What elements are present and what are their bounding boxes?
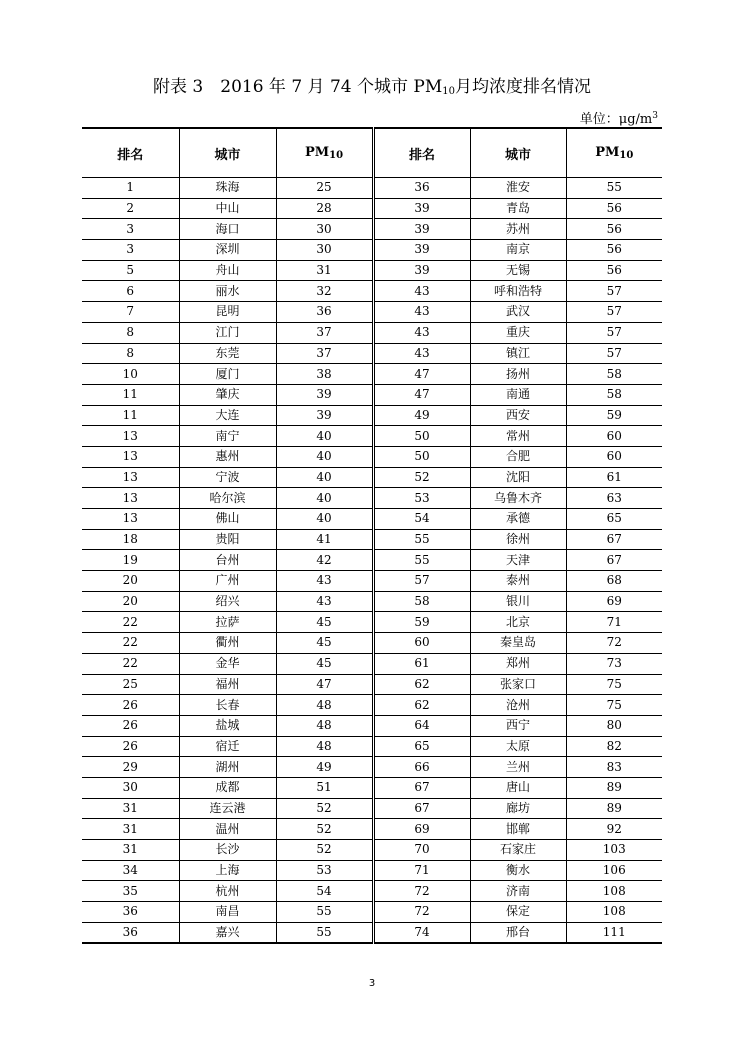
rank-cell: 19 (82, 550, 179, 571)
city-cell: 佛山 (179, 509, 276, 530)
pm10-cell: 89 (566, 798, 662, 819)
pm10-cell: 60 (566, 446, 662, 467)
city-cell: 昆明 (179, 302, 276, 323)
city-cell: 苏州 (470, 219, 566, 240)
rank-cell: 5 (82, 260, 179, 281)
rank-cell: 43 (373, 281, 470, 302)
rank-cell: 31 (82, 819, 179, 840)
pm10-cell: 57 (566, 302, 662, 323)
rank-cell: 39 (373, 198, 470, 219)
city-cell: 海口 (179, 219, 276, 240)
pm10-cell: 56 (566, 219, 662, 240)
city-cell: 宿迁 (179, 736, 276, 757)
rank-cell: 72 (373, 881, 470, 902)
table-row (82, 922, 662, 943)
pm10-cell: 25 (276, 178, 373, 199)
pm10-cell: 48 (276, 695, 373, 716)
pm10-cell: 51 (276, 777, 373, 798)
header-rank: 排名 (82, 128, 179, 178)
pm10-cell: 108 (566, 881, 662, 902)
pm10-cell: 48 (276, 715, 373, 736)
city-cell: 天津 (470, 550, 566, 571)
city-cell: 湖州 (179, 757, 276, 778)
city-cell: 丽水 (179, 281, 276, 302)
table-row (82, 674, 662, 695)
rank-cell: 67 (373, 777, 470, 798)
city-cell: 太原 (470, 736, 566, 757)
table-row (82, 488, 662, 509)
city-cell: 长沙 (179, 840, 276, 861)
city-cell: 西安 (470, 405, 566, 426)
rank-cell: 43 (373, 343, 470, 364)
city-cell: 金华 (179, 653, 276, 674)
rank-cell: 71 (373, 860, 470, 881)
pm10-cell: 65 (566, 509, 662, 530)
city-cell: 郑州 (470, 653, 566, 674)
rank-cell: 50 (373, 446, 470, 467)
table-header-row (82, 128, 662, 178)
table-row (82, 302, 662, 323)
rank-cell: 8 (82, 343, 179, 364)
table-row (82, 198, 662, 219)
city-cell: 武汉 (470, 302, 566, 323)
pm10-cell: 55 (566, 178, 662, 199)
rank-cell: 43 (373, 302, 470, 323)
rank-cell: 49 (373, 405, 470, 426)
rank-cell: 20 (82, 571, 179, 592)
pm10-cell: 72 (566, 633, 662, 654)
table-row (82, 509, 662, 530)
pm10-cell: 30 (276, 219, 373, 240)
table-row (82, 798, 662, 819)
pm10-cell: 39 (276, 405, 373, 426)
city-cell: 石家庄 (470, 840, 566, 861)
rank-cell: 74 (373, 922, 470, 943)
city-cell: 镇江 (470, 343, 566, 364)
header-pm10: $PM_{10}$ (566, 128, 662, 178)
pm10-cell: 40 (276, 509, 373, 530)
city-cell: 承德 (470, 509, 566, 530)
rank-cell: 10 (82, 364, 179, 385)
city-cell: 兰州 (470, 757, 566, 778)
table-row (82, 757, 662, 778)
city-cell: 上海 (179, 860, 276, 881)
rank-cell: 72 (373, 902, 470, 923)
pm10-cell: 37 (276, 343, 373, 364)
rank-cell: 57 (373, 571, 470, 592)
pm10-cell: 63 (566, 488, 662, 509)
city-cell: 哈尔滨 (179, 488, 276, 509)
city-cell: 呼和浩特 (470, 281, 566, 302)
table-body (82, 178, 662, 944)
table-row (82, 281, 662, 302)
city-cell: 贵阳 (179, 529, 276, 550)
rank-cell: 35 (82, 881, 179, 902)
city-cell: 东莞 (179, 343, 276, 364)
rank-cell: 59 (373, 612, 470, 633)
pm10-cell: 53 (276, 860, 373, 881)
rank-cell: 18 (82, 529, 179, 550)
pm10-cell: 49 (276, 757, 373, 778)
pm10-cell: 43 (276, 591, 373, 612)
rank-cell: 47 (373, 364, 470, 385)
rank-cell: 61 (373, 653, 470, 674)
pm10-cell: 106 (566, 860, 662, 881)
city-cell: 深圳 (179, 240, 276, 261)
rank-cell: 62 (373, 674, 470, 695)
pm10-cell: 67 (566, 550, 662, 571)
pm10-cell: 43 (276, 571, 373, 592)
rank-cell: 6 (82, 281, 179, 302)
pm10-cell: 73 (566, 653, 662, 674)
table-row (82, 715, 662, 736)
table-row (82, 653, 662, 674)
city-cell: 大连 (179, 405, 276, 426)
city-cell: 淮安 (470, 178, 566, 199)
city-cell: 连云港 (179, 798, 276, 819)
rank-cell: 11 (82, 405, 179, 426)
city-cell: 乌鲁木齐 (470, 488, 566, 509)
table-row (82, 529, 662, 550)
rank-cell: 53 (373, 488, 470, 509)
table-row (82, 467, 662, 488)
city-cell: 泰州 (470, 571, 566, 592)
rank-cell: 62 (373, 695, 470, 716)
pm10-cell: 92 (566, 819, 662, 840)
rank-cell: 60 (373, 633, 470, 654)
pm10-cell: 55 (276, 922, 373, 943)
city-cell: 徐州 (470, 529, 566, 550)
rank-cell: 50 (373, 426, 470, 447)
rank-cell: 67 (373, 798, 470, 819)
table-row (82, 384, 662, 405)
rank-cell: 29 (82, 757, 179, 778)
pm10-cell: 40 (276, 488, 373, 509)
pm10-cell: 111 (566, 922, 662, 943)
rank-cell: 39 (373, 219, 470, 240)
rank-cell: 3 (82, 219, 179, 240)
table-row (82, 405, 662, 426)
pm10-cell: 55 (276, 902, 373, 923)
rank-cell: 55 (373, 550, 470, 571)
city-cell: 合肥 (470, 446, 566, 467)
rank-cell: 13 (82, 426, 179, 447)
rank-cell: 3 (82, 240, 179, 261)
table-row (82, 840, 662, 861)
rank-cell: 64 (373, 715, 470, 736)
ranking-table (82, 127, 662, 944)
pm10-cell: 56 (566, 198, 662, 219)
rank-cell: 13 (82, 446, 179, 467)
city-cell: 南昌 (179, 902, 276, 923)
table-row (82, 591, 662, 612)
table-row (82, 343, 662, 364)
pm10-cell: 31 (276, 260, 373, 281)
pm10-cell: 61 (566, 467, 662, 488)
city-cell: 长春 (179, 695, 276, 716)
pm10-cell: 39 (276, 384, 373, 405)
city-cell: 珠海 (179, 178, 276, 199)
pm10-cell: 75 (566, 674, 662, 695)
city-cell: 南京 (470, 240, 566, 261)
rank-cell: 22 (82, 633, 179, 654)
city-cell: 北京 (470, 612, 566, 633)
city-cell: 广州 (179, 571, 276, 592)
city-cell: 银川 (470, 591, 566, 612)
city-cell: 舟山 (179, 260, 276, 281)
rank-cell: 8 (82, 322, 179, 343)
rank-cell: 47 (373, 384, 470, 405)
table-row (82, 219, 662, 240)
pm10-cell: 58 (566, 384, 662, 405)
pm10-cell: 47 (276, 674, 373, 695)
city-cell: 济南 (470, 881, 566, 902)
table-row (82, 881, 662, 902)
pm10-cell: 52 (276, 819, 373, 840)
rank-cell: 30 (82, 777, 179, 798)
pm10-cell: 45 (276, 653, 373, 674)
city-cell: 无锡 (470, 260, 566, 281)
pm10-cell: 56 (566, 240, 662, 261)
rank-cell: 39 (373, 240, 470, 261)
rank-cell: 31 (82, 798, 179, 819)
city-cell: 盐城 (179, 715, 276, 736)
table-row (82, 860, 662, 881)
city-cell: 秦皇岛 (470, 633, 566, 654)
rank-cell: 65 (373, 736, 470, 757)
city-cell: 张家口 (470, 674, 566, 695)
pm10-cell: 75 (566, 695, 662, 716)
city-cell: 惠州 (179, 446, 276, 467)
pm10-cell: 52 (276, 840, 373, 861)
city-cell: 保定 (470, 902, 566, 923)
pm10-cell: 57 (566, 343, 662, 364)
pm10-cell: 45 (276, 612, 373, 633)
rank-cell: 36 (373, 178, 470, 199)
pm10-cell: 80 (566, 715, 662, 736)
table-row (82, 571, 662, 592)
rank-cell: 43 (373, 322, 470, 343)
pm10-cell: 57 (566, 281, 662, 302)
city-cell: 成都 (179, 777, 276, 798)
table-row (82, 695, 662, 716)
pm10-cell: 37 (276, 322, 373, 343)
rank-cell: 34 (82, 860, 179, 881)
rank-cell: 13 (82, 509, 179, 530)
header-city: 城市 (470, 128, 566, 178)
pm10-cell: 54 (276, 881, 373, 902)
pm10-cell: 42 (276, 550, 373, 571)
rank-cell: 26 (82, 736, 179, 757)
city-cell: 肇庆 (179, 384, 276, 405)
city-cell: 绍兴 (179, 591, 276, 612)
pm10-cell: 83 (566, 757, 662, 778)
pm10-cell: 59 (566, 405, 662, 426)
rank-cell: 2 (82, 198, 179, 219)
rank-cell: 55 (373, 529, 470, 550)
city-cell: 南宁 (179, 426, 276, 447)
rank-cell: 7 (82, 302, 179, 323)
city-cell: 嘉兴 (179, 922, 276, 943)
table-row (82, 322, 662, 343)
table-row (82, 736, 662, 757)
city-cell: 宁波 (179, 467, 276, 488)
city-cell: 拉萨 (179, 612, 276, 633)
city-cell: 沧州 (470, 695, 566, 716)
pm10-cell: 60 (566, 426, 662, 447)
page-title: 附表 3 2016 年 7 月 74 个城市 $PM_{10}$月均浓度排名情况 (153, 77, 591, 97)
pm10-cell: 40 (276, 426, 373, 447)
city-cell: 温州 (179, 819, 276, 840)
rank-cell: 69 (373, 819, 470, 840)
rank-cell: 22 (82, 653, 179, 674)
pm10-cell: 32 (276, 281, 373, 302)
pm10-cell: 40 (276, 467, 373, 488)
rank-cell: 20 (82, 591, 179, 612)
rank-cell: 52 (373, 467, 470, 488)
pm10-cell: 58 (566, 364, 662, 385)
city-cell: 唐山 (470, 777, 566, 798)
pm10-cell: 38 (276, 364, 373, 385)
rank-cell: 13 (82, 467, 179, 488)
rank-cell: 13 (82, 488, 179, 509)
table-row (82, 426, 662, 447)
pm10-cell: 40 (276, 446, 373, 467)
pm10-cell: 69 (566, 591, 662, 612)
rank-cell: 11 (82, 384, 179, 405)
pm10-cell: 108 (566, 902, 662, 923)
pm10-cell: 71 (566, 612, 662, 633)
city-cell: 青岛 (470, 198, 566, 219)
pm10-cell: 48 (276, 736, 373, 757)
table-row (82, 819, 662, 840)
city-cell: 西宁 (470, 715, 566, 736)
pm10-cell: 89 (566, 777, 662, 798)
pm10-cell: 52 (276, 798, 373, 819)
city-cell: 厦门 (179, 364, 276, 385)
table-row (82, 446, 662, 467)
city-cell: 台州 (179, 550, 276, 571)
rank-cell: 26 (82, 715, 179, 736)
city-cell: 杭州 (179, 881, 276, 902)
rank-cell: 25 (82, 674, 179, 695)
pm10-cell: 68 (566, 571, 662, 592)
rank-cell: 36 (82, 922, 179, 943)
pm10-cell: 36 (276, 302, 373, 323)
pm10-cell: 41 (276, 529, 373, 550)
pm10-cell: 103 (566, 840, 662, 861)
header-pm10: $PM_{10}$ (276, 128, 373, 178)
rank-cell: 26 (82, 695, 179, 716)
city-cell: 邢台 (470, 922, 566, 943)
rank-cell: 36 (82, 902, 179, 923)
pm10-cell: 57 (566, 322, 662, 343)
table-row (82, 633, 662, 654)
city-cell: 常州 (470, 426, 566, 447)
city-cell: 中山 (179, 198, 276, 219)
city-cell: 江门 (179, 322, 276, 343)
table-row (82, 240, 662, 261)
pm10-cell: 67 (566, 529, 662, 550)
rank-cell: 58 (373, 591, 470, 612)
rank-cell: 39 (373, 260, 470, 281)
pm10-cell: 30 (276, 240, 373, 261)
city-cell: 南通 (470, 384, 566, 405)
city-cell: 衢州 (179, 633, 276, 654)
table-row (82, 612, 662, 633)
table-row (82, 260, 662, 281)
city-cell: 邯郸 (470, 819, 566, 840)
city-cell: 扬州 (470, 364, 566, 385)
page-number: 3 (368, 978, 376, 989)
rank-cell: 54 (373, 509, 470, 530)
rank-cell: 70 (373, 840, 470, 861)
city-cell: 沈阳 (470, 467, 566, 488)
city-cell: 衡水 (470, 860, 566, 881)
header-city: 城市 (179, 128, 276, 178)
table-row (82, 178, 662, 199)
rank-cell: 1 (82, 178, 179, 199)
pm10-cell: 45 (276, 633, 373, 654)
table-row (82, 777, 662, 798)
table-row (82, 550, 662, 571)
table-row (82, 902, 662, 923)
rank-cell: 66 (373, 757, 470, 778)
city-cell: 福州 (179, 674, 276, 695)
rank-cell: 31 (82, 840, 179, 861)
pm10-cell: 28 (276, 198, 373, 219)
table-row (82, 364, 662, 385)
unit-label: 单位：$\mu g/m^3$ (579, 111, 658, 127)
city-cell: 廊坊 (470, 798, 566, 819)
rank-cell: 22 (82, 612, 179, 633)
header-rank: 排名 (373, 128, 470, 178)
pm10-cell: 56 (566, 260, 662, 281)
pm10-cell: 82 (566, 736, 662, 757)
city-cell: 重庆 (470, 322, 566, 343)
